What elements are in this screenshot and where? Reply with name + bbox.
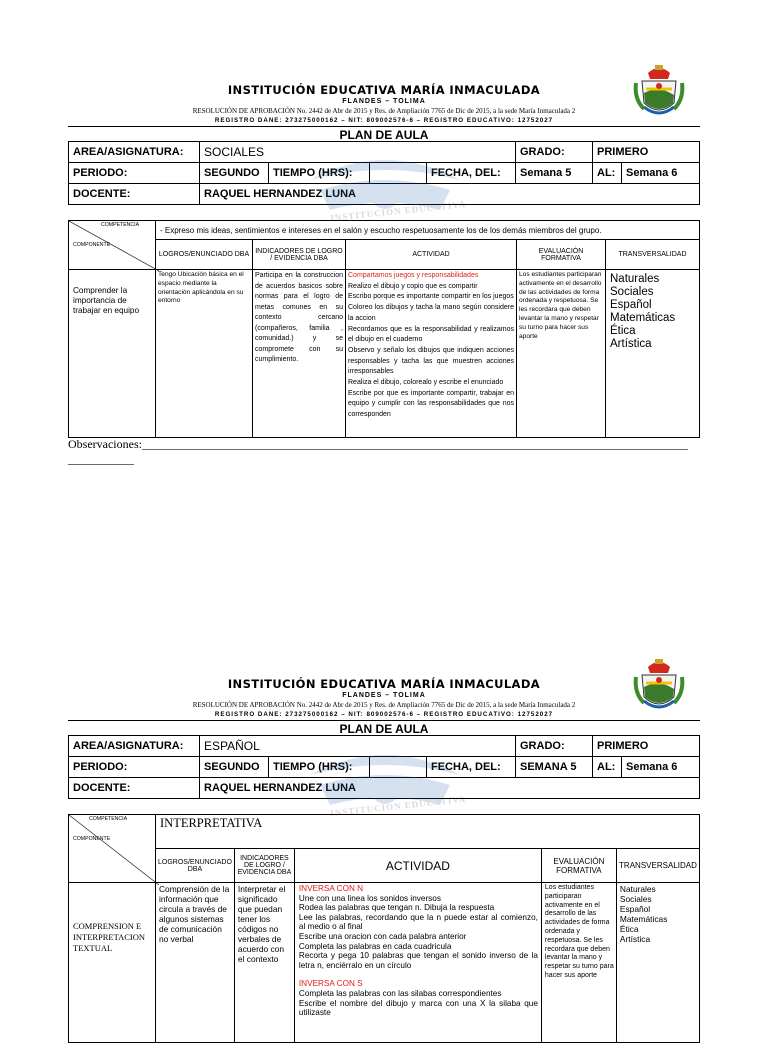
transversalidad-item: Español [610, 299, 652, 311]
town-line: FLANDES – TOLIMA [342, 98, 426, 105]
registry-line: REGISTRO DANE: 273275000162 – NIT: 809002576-6 – REGISTRO EDUCATIVO: 12752027 [214, 711, 554, 718]
fecha-value: Semana 5 [516, 163, 593, 184]
plan-title: PLAN DE AULA [339, 722, 429, 736]
institution-name: INSTITUCIÓN EDUCATIVA MARÍA INMACULADA [227, 83, 541, 97]
label-al: AL: [593, 163, 622, 184]
transversalidad-item: Sociales [619, 894, 652, 904]
actividad-line: Completa las palabras con las silabas correspondientes [298, 988, 502, 998]
transversalidad-item: Naturales [619, 884, 656, 894]
actividad-line: Completa las palabras en cada cuadricula [298, 941, 452, 951]
watermark-text: INSTITUCION EDUCATIVA [329, 793, 467, 819]
docente-value: RAQUEL HERNANDEZ LUNA [200, 778, 700, 799]
transversalidad-item: Matemáticas [610, 312, 676, 324]
label-fecha: FECHA, DEL: [427, 163, 516, 184]
periodo-value: SEGUNDO [200, 757, 269, 778]
town-line: FLANDES – TOLIMA [342, 692, 426, 699]
actividad-line: Recorta y pega 10 palabras que tengan el sonido inverso de la letra n, enciérralo en un círculo [298, 951, 538, 970]
label-tiempo: TIEMPO (HRS): [269, 163, 370, 184]
docente-value: RAQUEL HERNANDEZ LUNA [200, 184, 700, 205]
actividad-line: Realizo el dibujo y copio que es compartir [348, 282, 478, 290]
al-value: Semana 6 [622, 757, 700, 778]
actividad-title-2: INVERSA CON S [298, 979, 363, 989]
actividad-line: Escribo porque es importante compartir en los juegos [348, 293, 514, 301]
header-rule [68, 720, 700, 721]
actividad-cell [294, 883, 541, 1043]
actividad-line: Rodea las palabras que tengan n. Dibuja la respuesta [298, 903, 495, 913]
logros-text: Tengo Ubicación básica en el espacio mediante la orientación aplicándola en su entorno [156, 270, 253, 438]
grado-value: PRIMERO [593, 142, 700, 163]
label-area: AREA/ASIGNATURA: [69, 142, 200, 163]
al-value: Semana 6 [622, 163, 700, 184]
col-header-logros: LOGROS/ENUNCIADO DBA [156, 240, 253, 270]
watermark-text: INSTITUCION EDUCATIVA [329, 198, 467, 224]
col-header-indicadores: INDICADORES DE LOGRO / EVIDENCIA DBA [234, 849, 294, 883]
competencia-text: INTERPRETATIVA [156, 815, 700, 849]
transversalidad-cell [616, 883, 699, 1043]
col-header-evaluacion: EVALUACIÓN FORMATIVA [541, 849, 616, 883]
school-crest-logo [630, 657, 688, 720]
actividad-line: Realiza el dibujo, colorealo y escribe el enunciado [348, 379, 504, 387]
spacer [299, 970, 538, 979]
actividad-line: Recordamos que es la responsabilidad y realizamos el dibujo en el cuaderno [348, 325, 514, 344]
actividad-title: Compartamos juegos y responsabilidades [348, 272, 479, 279]
watermark-emblem [300, 745, 470, 830]
observaciones-line-2: ___________ [68, 452, 134, 466]
plan-title: PLAN DE AULA [339, 128, 429, 142]
transversalidad-item: Ética [610, 325, 636, 337]
col-header-logros: LOGROS/ENUNCIADO DBA [156, 849, 235, 883]
actividad-line: Escribe por que es importante compartir, trabajar en equipo y cumplir con las responsabilidades que nos corresponden [348, 389, 514, 419]
label-tiempo: TIEMPO (HRS): [269, 757, 370, 778]
observaciones-line: Observaciones:___________________________________________________________________________________________ [68, 437, 688, 451]
fecha-value: SEMANA 5 [516, 757, 593, 778]
indicadores-text: Participa en la construccion de acuerdos basicos sobre normas para el logro de metas comunes en su contexto cercano (compañeros, familia , comunidad.) y se compromete con su cumplimiento. [253, 270, 346, 438]
componente-label: COMPONENTE [73, 242, 111, 248]
evaluacion-text: Los estudiantes participaran activamente en el desarrollo de las actividades de forma ordenada y respetuosa. Se les recordara que deben levantar la mano y respetar su turno para hacer sus aporte [541, 883, 616, 1043]
transversalidad-item: Naturales [610, 273, 660, 285]
competencia-text: - Expreso mis ideas, sentimientos e intereses en el salón y escucho respetuosamente los de los demás miembros del grupo. [156, 221, 700, 240]
area-value: ESPAÑOL [200, 736, 516, 757]
area-value: SOCIALES [200, 142, 516, 163]
componente-label: COMPONENTE [73, 836, 111, 842]
actividad-line: Escribe una oracion con cada palabra anterior [298, 931, 467, 941]
transversalidad-item: Español [619, 904, 651, 914]
componente-text: COMPRENSION E INTERPRETACION TEXTUAL [69, 883, 156, 1043]
periodo-value: SEGUNDO [200, 163, 269, 184]
competencia-label: COMPETENCIA [89, 816, 128, 822]
label-area: AREA/ASIGNATURA: [69, 736, 200, 757]
actividad-line: Observo y señalo los dibujos que indiquen acciones responsables y tacha las que muestren acciones irresponsables [348, 346, 514, 376]
col-header-transversalidad: TRANSVERSALIDAD [616, 849, 699, 883]
competencia-componente-corner [69, 815, 156, 883]
componente-text: Comprender la importancia de trabajar en equipo [69, 270, 156, 438]
actividad-line: Escribe el nombre del dibujo y marca con una X la silaba que utilizaste [298, 998, 538, 1018]
diagonal-line [69, 815, 159, 885]
actividad-line: Lee las palabras, recordando que la n puede estar al comienzo, al medio o al final [298, 912, 538, 932]
label-docente: DOCENTE: [69, 778, 200, 799]
transversalidad-item: Artística [619, 934, 651, 944]
label-periodo: PERIODO: [69, 163, 200, 184]
registry-line: REGISTRO DANE: 273275000162 – NIT: 809002576-6 – REGISTRO EDUCATIVO: 12752027 [214, 117, 554, 124]
transversalidad-item: Artística [610, 338, 652, 350]
transversalidad-item: Ética [619, 924, 639, 934]
col-header-evaluacion: EVALUACIÓN FORMATIVA [517, 240, 606, 270]
actividad-line: Coloreo los dibujos y tacha la mano según considere la accion [348, 304, 514, 322]
transversalidad-item: Matemáticas [619, 914, 668, 924]
transversalidad-item: Sociales [610, 286, 654, 298]
col-header-actividad: ACTIVIDAD [294, 849, 541, 883]
institution-name: INSTITUCIÓN EDUCATIVA MARÍA INMACULADA [227, 677, 541, 691]
grado-value: PRIMERO [593, 736, 700, 757]
resolution-line: RESOLUCIÓN DE APROBACIÓN No. 2442 de Abr de 2015 y Res. de Ampliación 7765 de Dic de 2015, a la sede María Inmaculada 2 [192, 701, 576, 709]
evaluacion-text: Los estudiantes participaran activamente en el desarrollo de las actividades de forma ordenada y respetuosa. Se les recordara que deben levantar la mano y respetar su turno para hacer sus aporte [517, 270, 606, 438]
label-al: AL: [593, 757, 622, 778]
label-fecha: FECHA, DEL: [427, 757, 516, 778]
actividad-line: Une con una linea los sonidos inversos [298, 893, 441, 903]
competencia-label: COMPETENCIA [101, 222, 140, 228]
label-periodo: PERIODO: [69, 757, 200, 778]
indicadores-text: Interpretar el significado que puedan tener los códigos no verbales de acuerdo con el contexto [234, 883, 294, 1043]
label-grado: GRADO: [516, 736, 593, 757]
label-grado: GRADO: [516, 142, 593, 163]
resolution-line: RESOLUCIÓN DE APROBACIÓN No. 2442 de Abr de 2015 y Res. de Ampliación 7765 de Dic de 2015, a la sede María Inmaculada 2 [192, 107, 576, 115]
col-header-indicadores: INDICADORES DE LOGRO / EVIDENCIA DBA [253, 240, 346, 270]
logros-text: Comprensión de la información que circula a través de algunos sistemas de comunicación no verbal [156, 883, 235, 1043]
col-header-transversalidad: TRANSVERSALIDAD [606, 240, 700, 270]
plan-table [68, 814, 700, 1043]
actividad-title: INVERSA CON N [298, 884, 364, 893]
label-docente: DOCENTE: [69, 184, 200, 205]
col-header-actividad: ACTIVIDAD [346, 240, 517, 270]
